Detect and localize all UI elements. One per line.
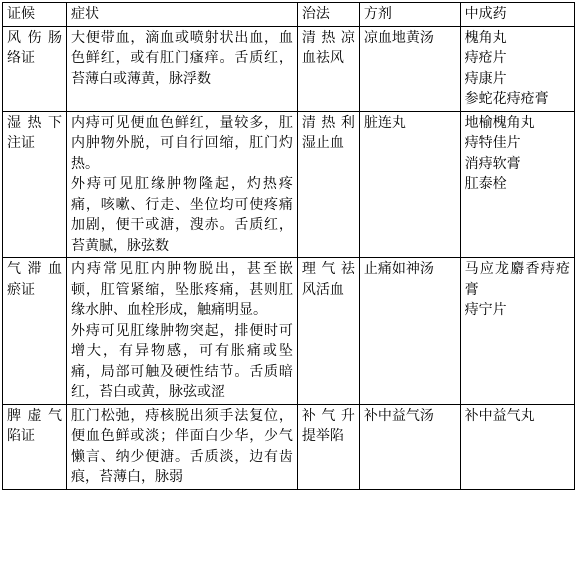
medicine-item: 地榆槐角丸 (464, 114, 535, 131)
medicine-item: 痔疮片 (464, 50, 507, 66)
header-symptoms: 症状 (67, 3, 298, 27)
medicine-cell (460, 258, 574, 405)
medicine-cell (460, 111, 574, 258)
table-row (3, 26, 575, 111)
medicine-item: 参蛇花痔疮膏 (464, 91, 549, 107)
medicine-item: 痔特佳片 (464, 135, 521, 151)
table-row (3, 111, 575, 258)
treatment-cell: 补气升提举陷 (297, 404, 359, 489)
medicine-item: 补中益气丸 (464, 407, 535, 424)
symptom-paragraph: 大便带血，滴血或喷射状出血，血色鲜红，或有肛门瘙痒。舌质红，苔薄白或薄黄，脉浮数 (71, 29, 293, 87)
header-patent-medicine: 中成药 (460, 3, 574, 27)
symptom-paragraph: 外痔可见肛缘肿物突起，排便时可增大，有异物感，可有胀痛或坠痛，局部可触及硬性结节。舌质暗红，苔白或黄，脉弦或涩 (71, 322, 293, 400)
medicine-item: 槐角丸 (464, 29, 507, 46)
symptom-paragraph: 肛门松弛，痔核脱出须手法复位，便血色鲜或淡；伴面白少华，少气懒言、纳少便溏。舌质淡，边有齿痕，苔薄白，脉弱 (71, 407, 293, 485)
medicine-item: 消痔软膏 (464, 155, 521, 172)
syndrome-cell: 风伤肠络证 (3, 26, 67, 111)
header-syndrome: 证候 (3, 3, 67, 27)
medicine-item: 肛泰栓 (464, 176, 507, 192)
header-prescription: 方剂 (359, 3, 460, 27)
header-row (3, 3, 575, 27)
treatment-cell: 清热凉血祛风 (297, 26, 359, 111)
medicine-cell (460, 404, 574, 489)
table-row (3, 258, 575, 405)
prescription-cell: 凉血地黄汤 (359, 26, 460, 111)
syndrome-treatment-table (2, 2, 575, 490)
syndrome-cell: 湿热下注证 (3, 111, 67, 258)
prescription-cell: 补中益气汤 (359, 404, 460, 489)
medicine-item: 痔康片 (464, 70, 507, 87)
symptom-paragraph: 内痔常见肛内肿物脱出，甚至嵌顿，肛管紧缩，坠胀疼痛，甚则肛缘水肿、血栓形成，触痛明显。 (71, 261, 293, 318)
symptoms-cell (67, 404, 298, 489)
symptom-paragraph: 外痔可见肛缘肿物隆起，灼热疼痛，咳嗽、行走、坐位均可使疼痛加剧，便干或溏，溲赤。舌质红，苔黄腻，脉弦数 (71, 176, 293, 254)
header-treatment: 治法 (297, 3, 359, 27)
treatment-cell: 清热利湿止血 (297, 111, 359, 258)
symptoms-cell (67, 111, 298, 258)
treatment-cell: 理气祛风活血 (297, 258, 359, 405)
medicine-item: 马应龙麝香痔疮膏 (464, 261, 570, 298)
prescription-cell: 止痛如神汤 (359, 258, 460, 405)
medicine-cell (460, 26, 574, 111)
medicine-item: 痔宁片 (464, 302, 507, 318)
syndrome-cell: 气滞血瘀证 (3, 258, 67, 405)
table-row (3, 404, 575, 489)
symptoms-cell (67, 26, 298, 111)
prescription-cell: 脏连丸 (359, 111, 460, 258)
syndrome-cell: 脾虚气陷证 (3, 404, 67, 489)
symptom-paragraph: 内痔可见便血色鲜红，量较多，肛内肿物外脱，可自行回缩，肛门灼热。 (71, 114, 293, 172)
symptoms-cell (67, 258, 298, 405)
